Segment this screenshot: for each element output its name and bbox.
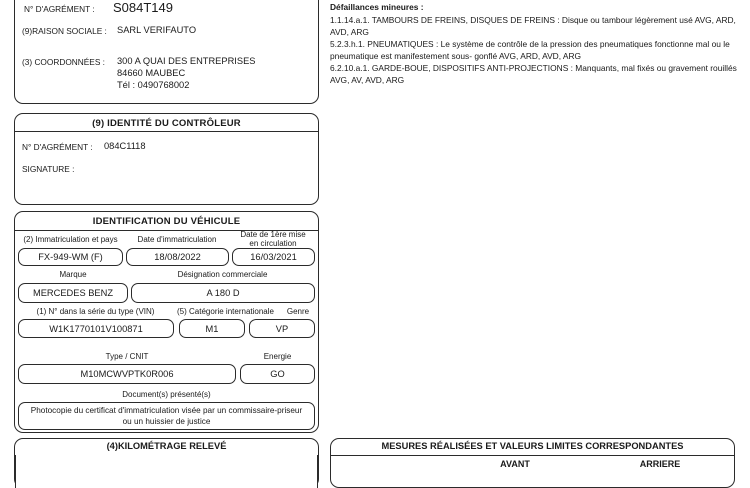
center-raison-sociale-label: (9)RAISON SOCIALE :	[22, 26, 107, 36]
vehicle-date-mec-field	[232, 248, 315, 266]
vehicle-date-immat-field	[126, 248, 229, 266]
measures-col-arriere: ARRIERE	[639, 459, 681, 469]
defect-item: 6.2.10.a.1. GARDE-BOUE, DISPOSITIFS ANTI-PROJECTIONS : Manquants, mal fixés ou gravement rouillés AVG, AV, AVD, ARG	[330, 62, 737, 85]
minor-defects-title: Défaillances mineures :	[330, 2, 424, 12]
defect-item: 1.1.14.a.1. TAMBOURS DE FREINS, DISQUES DE FREINS : Disque ou tambour légèrement usé AVG, ARD, AVD, ARG	[330, 14, 736, 37]
center-coordonnees-label: (3) COORDONNÉES :	[22, 57, 105, 67]
measures-title: MESURES RÉALISÉES ET VALEURS LIMITES CORRESPONDANTES	[381, 441, 684, 451]
vehicle-date-mec-label-line1: Date de 1ère mise	[240, 230, 306, 239]
center-agrement-label: N° D'AGRÉMENT :	[24, 4, 95, 14]
vehicle-date-immat-value: 18/08/2022	[154, 252, 201, 262]
vehicle-energie-field	[240, 364, 315, 384]
vehicle-categorie-label: (5) Catégorie internationale	[177, 307, 274, 316]
center-agrement-value: S084T149	[113, 0, 173, 15]
vehicle-type-cnit-field	[18, 364, 236, 384]
minor-defects-list	[330, 2, 740, 86]
vehicle-vin-label: (1) N° dans la série du type (VIN)	[36, 307, 155, 316]
vehicle-immat-field	[18, 248, 123, 266]
vehicle-energie-label: Energie	[263, 352, 292, 361]
center-raison-sociale-value: SARL VERIFAUTO	[117, 25, 197, 35]
measures-col-avant: AVANT	[500, 459, 530, 469]
vehicle-marque-label: Marque	[59, 270, 87, 279]
vehicle-immat-label: (2) Immatriculation et pays	[23, 235, 118, 244]
vehicle-documents-field	[18, 402, 315, 430]
vehicle-date-mec-label-line2: en circulation	[249, 239, 297, 248]
center-coordonnees-line2: 84660 MAUBEC	[117, 68, 186, 78]
defect-item: 5.2.3.h.1. PNEUMATIQUES : Le système de contrôle de la pression des pneumatiques fonctionne mal ou le pneumatique est manifestement sous- gonflé AVG, ARD, AVD, ARG	[330, 38, 730, 61]
vehicle-vin-field	[18, 319, 174, 338]
controller-title-rule	[15, 131, 318, 132]
vehicle-title: IDENTIFICATION DU VÉHICULE	[92, 216, 241, 227]
vehicle-documents-line2: ou un huissier de justice	[122, 417, 211, 426]
controller-signature-label: SIGNATURE :	[22, 164, 75, 174]
controller-title: (9) IDENTITÉ DU CONTRÔLEUR	[92, 118, 241, 129]
vehicle-date-mec-value: 16/03/2021	[250, 252, 297, 262]
center-coordonnees-line3: Tél : 0490768002	[117, 80, 190, 90]
vehicle-documents-label: Document(s) présenté(s)	[122, 390, 211, 399]
vehicle-type-cnit-value: M10MCWVPTK0R006	[80, 369, 174, 379]
center-coordonnees-line1: 300 A QUAI DES ENTREPRISES	[117, 56, 256, 66]
vehicle-designation-value: A 180 D	[206, 288, 240, 298]
vehicle-designation-label: Désignation commerciale	[177, 270, 268, 279]
vehicle-marque-value: MERCEDES BENZ	[32, 288, 114, 298]
vehicle-genre-value: VP	[275, 323, 289, 334]
vehicle-documents-line1: Photocopie du certificat d'immatriculation visée par un commissaire-priseur	[30, 405, 303, 415]
vehicle-date-immat-label: Date d'immatriculation	[137, 235, 217, 244]
vehicle-immat-value: FX-949-WM (F)	[38, 252, 103, 262]
vehicle-designation-field	[131, 283, 315, 303]
measures-title-rule	[331, 455, 734, 456]
vehicle-genre-field	[249, 319, 315, 338]
vehicle-marque-field	[18, 283, 128, 303]
kilometrage-value-cell[interactable]	[15, 455, 318, 488]
vehicle-genre-label: Genre	[286, 307, 310, 316]
vehicle-categorie-value: M1	[205, 323, 219, 334]
vehicle-vin-value: W1K1770101V100871	[49, 323, 143, 334]
vehicle-type-cnit-label: Type / CNIT	[105, 352, 149, 361]
controller-agrement-label: N° D'AGRÉMENT :	[22, 142, 93, 152]
kilometrage-title: (4)KILOMÉTRAGE RELEVÉ	[106, 441, 227, 451]
controller-agrement-value: 084C1118	[104, 141, 146, 151]
vehicle-categorie-field	[179, 319, 245, 338]
vehicle-energie-value: GO	[270, 369, 285, 379]
